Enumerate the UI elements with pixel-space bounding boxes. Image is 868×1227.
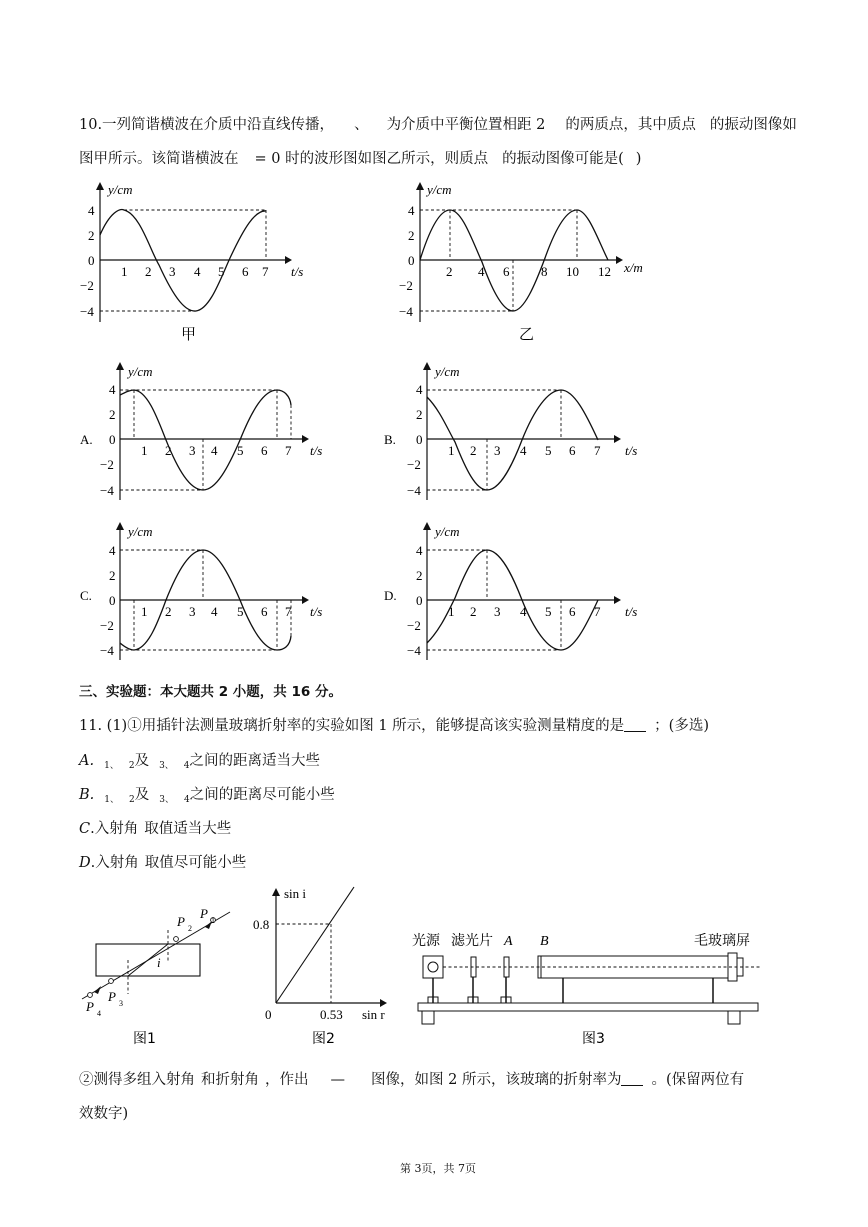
svg-text:4: 4	[408, 203, 415, 218]
svg-text:1: 1	[141, 443, 148, 458]
svg-text:4: 4	[416, 382, 423, 397]
svg-text:2: 2	[446, 264, 453, 279]
svg-text:t/s: t/s	[310, 604, 323, 619]
svg-text:D.: D.	[384, 588, 397, 603]
svg-text:3: 3	[169, 264, 176, 279]
svg-text:3: 3	[189, 443, 196, 458]
svg-text:7: 7	[285, 443, 292, 458]
q10-line1: 10.一列简谐横波在介质中沿直线传播， 、 为介质中平衡位置相距 2 的两质点，其中质点 的振动图像如	[79, 117, 797, 133]
svg-text:5: 5	[237, 604, 244, 619]
svg-text:B.: B.	[384, 432, 396, 447]
svg-text:滤光片: 滤光片	[451, 933, 493, 949]
graph-jia-ylabel: y/cm	[108, 182, 133, 197]
svg-text:y/cm: y/cm	[427, 182, 452, 197]
q11-option-a: A. $_{1、}$ $_2$及 $_{3、}$ $_4$之间的距离适当大些	[79, 753, 321, 771]
svg-text:0: 0	[88, 253, 95, 268]
svg-text:3: 3	[119, 999, 123, 1008]
svg-text:7: 7	[594, 443, 601, 458]
svg-text:y/cm: y/cm	[435, 364, 460, 379]
section-3-heading: 三、实验题：本大题共 2 小题，共 16 分。	[79, 684, 342, 700]
svg-text:sin i: sin i	[284, 886, 307, 901]
svg-text:2: 2	[470, 604, 477, 619]
q11-option-d: D.入射角 取值尽可能小些	[79, 855, 247, 871]
svg-text:3: 3	[189, 604, 196, 619]
svg-text:4: 4	[194, 264, 201, 279]
svg-text:2: 2	[416, 407, 423, 422]
page-footer: 第 3页，共 7页	[400, 1162, 476, 1175]
svg-text:P: P	[108, 989, 116, 1004]
svg-text:−4: −4	[399, 304, 413, 319]
svg-text:3: 3	[494, 443, 501, 458]
svg-text:1: 1	[141, 604, 148, 619]
svg-text:5: 5	[545, 604, 552, 619]
svg-text:−2: −2	[80, 278, 94, 293]
q11-part2-line2: 效数字)	[79, 1106, 129, 1122]
fig2-caption: 图2	[312, 1031, 335, 1047]
svg-text:sin r: sin r	[362, 1007, 385, 1022]
svg-text:−2: −2	[399, 278, 413, 293]
svg-text:4: 4	[211, 443, 218, 458]
svg-text:4: 4	[88, 203, 95, 218]
svg-text:0: 0	[109, 432, 116, 447]
svg-text:2: 2	[470, 443, 477, 458]
svg-text:4: 4	[416, 543, 423, 558]
q11-option-b: B. $_{1、}$ $_2$及 $_{3、}$ $_4$之间的距离尽可能小些	[79, 787, 335, 805]
svg-text:7: 7	[262, 264, 269, 279]
svg-text:7: 7	[285, 604, 292, 619]
svg-text:4: 4	[109, 382, 116, 397]
svg-text:2: 2	[109, 568, 116, 583]
svg-text:7: 7	[594, 604, 601, 619]
q10-line2: 图甲所示。该简谐横波在 = 0 时的波形图如图乙所示，则质点 的振动图像可能是( )	[79, 151, 642, 167]
svg-text:0.8: 0.8	[253, 917, 270, 932]
svg-text:0: 0	[408, 253, 415, 268]
svg-text:x/m: x/m	[624, 260, 643, 275]
q11-line1: 11. (1)①用插针法测量玻璃折射率的实验如图 1 所示，能够提高该实验测量精度的是 ；(多选)	[79, 718, 709, 734]
svg-text:6: 6	[503, 264, 510, 279]
svg-text:P: P	[177, 914, 185, 929]
svg-text:−2: −2	[100, 457, 114, 472]
svg-text:毛玻璃屏: 毛玻璃屏	[694, 933, 750, 949]
svg-text:3: 3	[494, 604, 501, 619]
q11-option-c: C.入射角 取值适当大些	[79, 821, 232, 837]
q11-part2-line1: ②测得多组入射角 和折射角 ，作出 — 图像，如图 2 所示，该玻璃的折射率为 。(保留两位有	[79, 1072, 745, 1088]
svg-text:6: 6	[569, 443, 576, 458]
svg-text:0: 0	[416, 432, 423, 447]
svg-text:−4: −4	[80, 304, 94, 319]
svg-text:1: 1	[121, 264, 128, 279]
svg-text:y/cm: y/cm	[128, 364, 153, 379]
svg-text:B: B	[540, 934, 549, 949]
svg-text:y/cm: y/cm	[128, 524, 153, 539]
svg-text:−2: −2	[407, 457, 421, 472]
svg-text:0: 0	[109, 593, 116, 608]
svg-text:A: A	[504, 934, 513, 949]
svg-text:P: P	[86, 999, 94, 1014]
svg-text:−4: −4	[100, 643, 114, 658]
svg-text:4: 4	[97, 1009, 101, 1018]
svg-text:0.53: 0.53	[320, 1007, 343, 1022]
svg-text:5: 5	[545, 443, 552, 458]
svg-text:12: 12	[598, 264, 611, 279]
fig1-caption: 图1	[133, 1031, 156, 1047]
svg-text:6: 6	[569, 604, 576, 619]
caption-jia: 甲	[181, 325, 197, 343]
svg-text:−2: −2	[407, 618, 421, 633]
svg-text:6: 6	[261, 443, 268, 458]
svg-text:4: 4	[520, 604, 527, 619]
caption-yi: 乙	[519, 325, 535, 343]
svg-text:1: 1	[211, 916, 215, 925]
svg-text:2: 2	[165, 443, 172, 458]
svg-text:t/s: t/s	[625, 443, 638, 458]
svg-text:4: 4	[109, 543, 116, 558]
svg-text:8: 8	[541, 264, 548, 279]
svg-text:6: 6	[242, 264, 249, 279]
svg-text:−4: −4	[100, 483, 114, 498]
svg-text:0: 0	[265, 1007, 272, 1022]
svg-text:0: 0	[416, 593, 423, 608]
svg-text:−4: −4	[407, 643, 421, 658]
svg-text:A.: A.	[80, 432, 93, 447]
svg-text:2: 2	[165, 604, 172, 619]
svg-text:4: 4	[478, 264, 485, 279]
svg-text:5: 5	[237, 443, 244, 458]
svg-text:2: 2	[145, 264, 152, 279]
svg-text:t/s: t/s	[625, 604, 638, 619]
svg-text:2: 2	[88, 228, 95, 243]
svg-text:5: 5	[218, 264, 225, 279]
svg-text:t/s: t/s	[310, 443, 323, 458]
svg-text:4: 4	[211, 604, 218, 619]
svg-text:−2: −2	[100, 618, 114, 633]
svg-text:2: 2	[416, 568, 423, 583]
svg-text:2: 2	[109, 407, 116, 422]
svg-text:C.: C.	[80, 588, 92, 603]
svg-text:10: 10	[566, 264, 579, 279]
svg-text:2: 2	[188, 924, 192, 933]
svg-text:1: 1	[448, 604, 455, 619]
svg-text:光源: 光源	[412, 933, 440, 949]
svg-text:1: 1	[448, 443, 455, 458]
svg-text:−4: −4	[407, 483, 421, 498]
svg-text:6: 6	[261, 604, 268, 619]
fig3-caption: 图3	[582, 1031, 605, 1047]
svg-text:i: i	[157, 955, 161, 970]
svg-text:P: P	[200, 906, 208, 921]
svg-text:y/cm: y/cm	[435, 524, 460, 539]
graph-jia-tlabel: t/s	[291, 264, 304, 279]
svg-text:4: 4	[520, 443, 527, 458]
svg-text:2: 2	[408, 228, 415, 243]
